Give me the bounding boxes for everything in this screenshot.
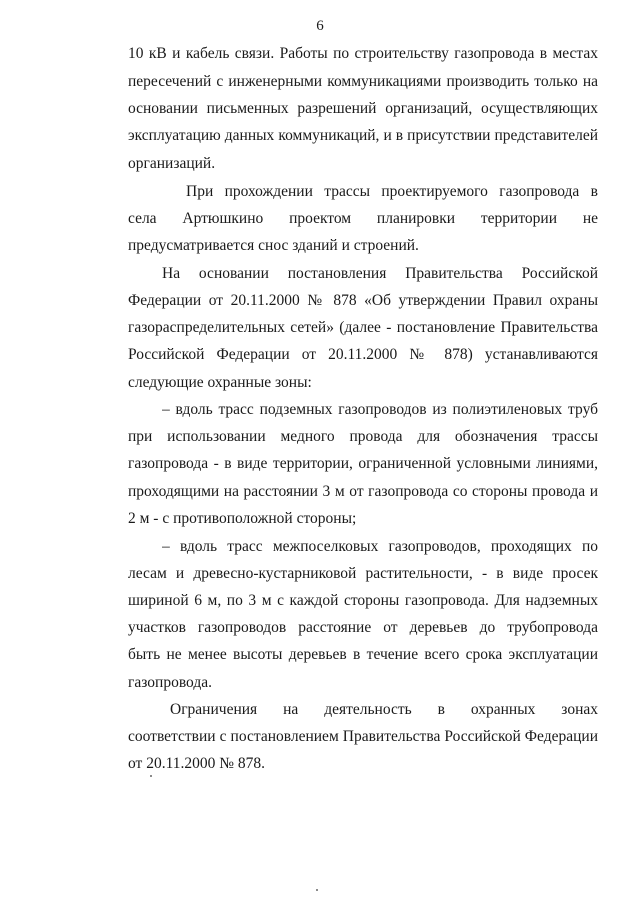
- page-number: 6: [316, 18, 324, 34]
- text-line: села Артюшкино проектом планировки территории не: [128, 210, 598, 227]
- text-line: организаций.: [128, 155, 216, 172]
- text-line: Федерации от 20.11.2000 № 878 «Об утверждении Правил охраны: [128, 292, 598, 309]
- text-line: газораспределительных сетей» (далее - постановление Правительства: [128, 319, 598, 336]
- text-line: 10 кВ и кабель связи. Работы по строительству газопровода в местах: [128, 45, 598, 62]
- text-line: 2 м - с противоположной стороны;: [128, 510, 357, 527]
- text-line: основании письменных разрешений организаций, осуществляющих: [128, 100, 598, 117]
- text-line: при использовании медного провода для обозначения трассы: [128, 428, 598, 445]
- text-line: газопровода - в виде территории, ограниченной условными линиями,: [128, 455, 598, 472]
- text-line: газопровода.: [128, 674, 212, 691]
- text-line: проходящими на расстоянии 3 м от газопровода со стороны провода и: [128, 483, 598, 500]
- text-line: При прохождении трассы проектируемого газопровода в: [186, 183, 598, 200]
- text-line: эксплуатацию данных коммуникаций, и в присутствии представителей: [128, 127, 598, 144]
- text-line: быть не менее высоты деревьев в течение всего срока эксплуатации: [128, 646, 598, 663]
- text-line: Ограничения на деятельность в охранных зонах: [170, 701, 598, 718]
- text-line: соответствии с постановлением Правительства Российской Федерации: [128, 728, 598, 745]
- text-line: лесам и древесно-кустарниковой растительности, - в виде просек: [128, 565, 598, 582]
- text-line: – вдоль трасс подземных газопроводов из полиэтиленовых труб: [162, 401, 598, 418]
- text-line: предусматривается снос зданий и строений.: [128, 237, 419, 254]
- text-line: шириной 6 м, по 3 м с каждой стороны газопровода. Для надземных: [128, 592, 598, 609]
- text-line: пересечений с инженерными коммуникациями производить только на: [128, 73, 598, 90]
- text-line: участков газопроводов расстояние от деревьев до трубопровода: [128, 619, 598, 636]
- scan-speck: [316, 889, 318, 891]
- text-line: Российской Федерации от 20.11.2000 № 878) устанавливаются: [128, 346, 598, 363]
- text-line: – вдоль трасс межпоселковых газопроводов, проходящих по: [162, 538, 598, 555]
- text-line: На основании постановления Правительства Российской: [162, 265, 598, 282]
- scan-speck: [150, 775, 152, 777]
- text-line: следующие охранные зоны:: [128, 374, 312, 391]
- text-line: от 20.11.2000 № 878.: [128, 755, 266, 772]
